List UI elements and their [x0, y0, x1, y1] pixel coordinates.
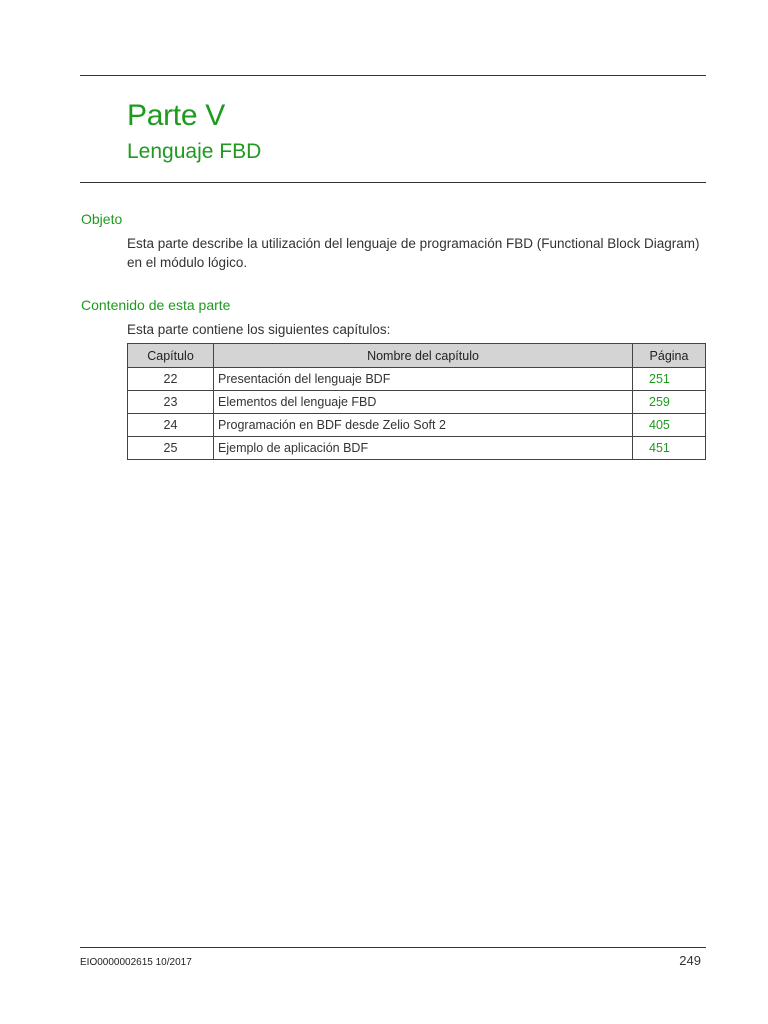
part-title: Parte V — [127, 99, 225, 132]
chapter-number: 24 — [128, 414, 214, 437]
part-subtitle: Lenguaje FBD — [127, 140, 262, 163]
objeto-paragraph: Esta parte describe la utilización del lenguaje de programación FBD (Functional Block Diagram) en el módulo lógico. — [127, 236, 700, 270]
page-number: 249 — [679, 953, 701, 968]
chapters-table — [127, 343, 706, 460]
chapter-name: Elementos del lenguaje FBD — [214, 391, 633, 414]
column-header-chapter: Capítulo — [128, 344, 214, 368]
chapter-number: 23 — [128, 391, 214, 414]
section-heading-objeto: Objeto — [81, 211, 123, 227]
chapter-name: Presentación del lenguaje BDF — [214, 368, 633, 391]
chapter-name: Ejemplo de aplicación BDF — [214, 437, 633, 460]
table-row — [128, 437, 706, 460]
column-header-name: Nombre del capítulo — [214, 344, 633, 368]
table-row — [128, 391, 706, 414]
chapter-number: 25 — [128, 437, 214, 460]
chapter-page-link[interactable]: 451 — [633, 437, 706, 460]
chapter-page-link[interactable]: 259 — [633, 391, 706, 414]
table-header-row — [128, 344, 706, 368]
section-heading-contenido: Contenido de esta parte — [81, 297, 231, 313]
contenido-paragraph: Esta parte contiene los siguientes capítulos: — [127, 322, 391, 337]
chapter-page-link[interactable]: 405 — [633, 414, 706, 437]
top-divider — [80, 75, 706, 76]
column-header-page: Página — [633, 344, 706, 368]
header-divider — [80, 182, 706, 183]
table-row — [128, 368, 706, 391]
chapter-name: Programación en BDF desde Zelio Soft 2 — [214, 414, 633, 437]
document-code: EIO0000002615 10/2017 — [80, 957, 192, 968]
chapter-number: 22 — [128, 368, 214, 391]
footer-divider — [80, 947, 706, 948]
table-row — [128, 414, 706, 437]
chapter-page-link[interactable]: 251 — [633, 368, 706, 391]
